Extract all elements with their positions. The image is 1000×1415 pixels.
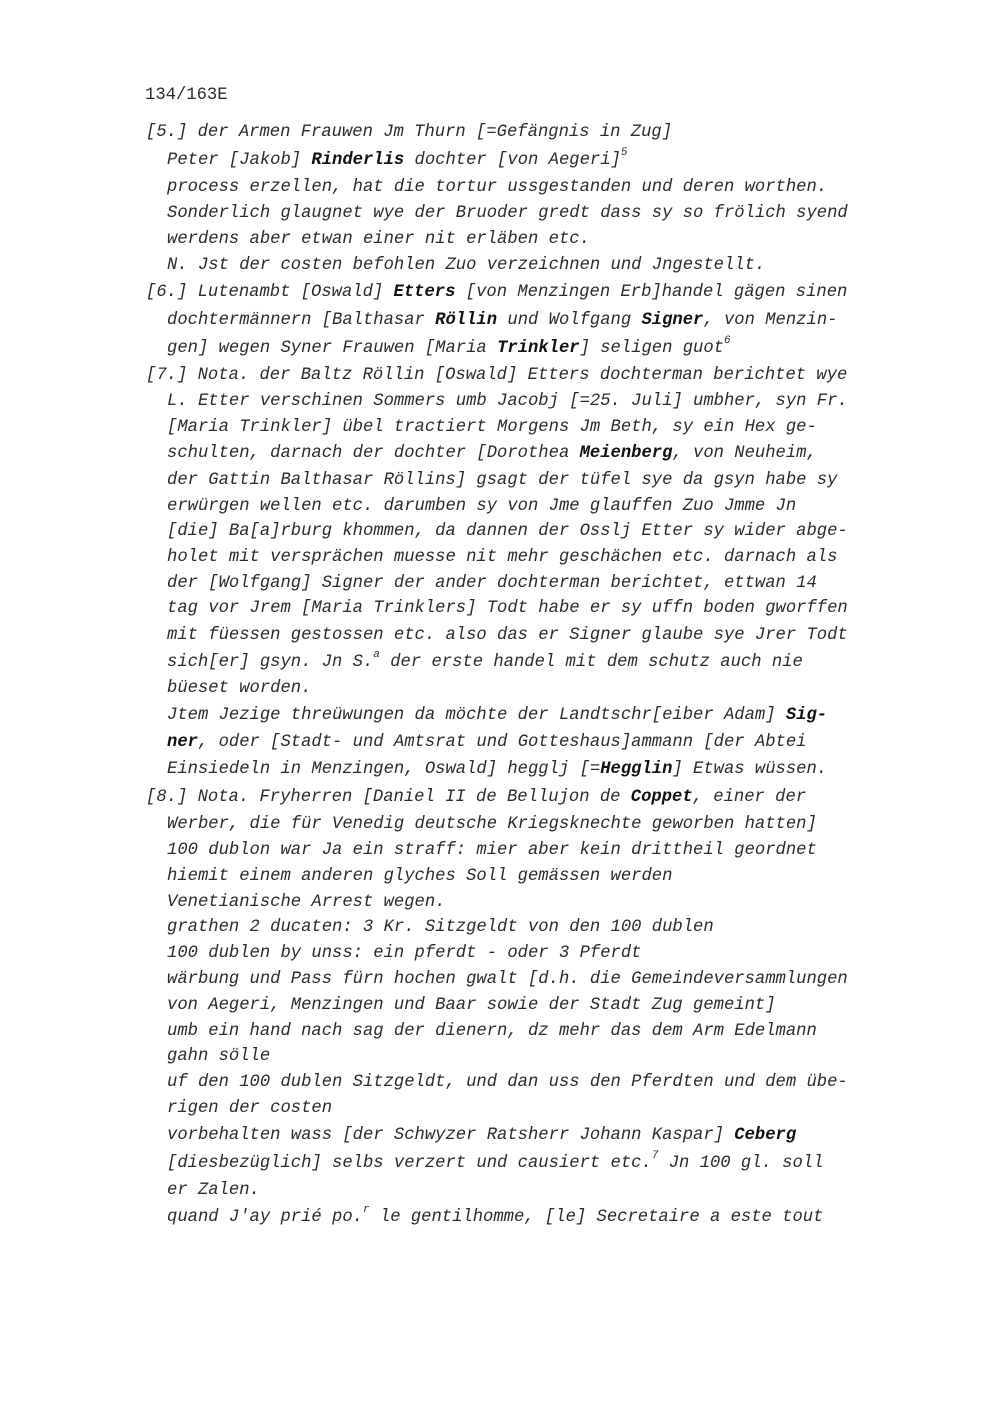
text-line	[167, 1046, 270, 1068]
text-segment: erwürgen wellen etc. darumben sy von Jme glauffen Zuo Jmme Jn	[167, 497, 797, 516]
text-segment: L. Etter verschinen Sommers umb Jacobj [=25. Juli] umbher, syn Fr.	[167, 392, 848, 411]
bold-name: ner	[167, 733, 198, 752]
text-line	[167, 969, 848, 991]
text-line	[167, 547, 837, 569]
text-line	[167, 310, 837, 332]
text-segment: Werber, die für Venedig deutsche Kriegsknechte geworben hatten]	[167, 815, 817, 834]
text-line	[167, 1150, 824, 1175]
text-line	[167, 470, 837, 492]
text-segment: umb ein hand nach sag der dienern, dz mehr das dem Arm Edelmann	[167, 1022, 817, 1041]
text-line	[146, 365, 847, 387]
text-segment: [diesbezüglich] selbs verzert und causiert etc.	[167, 1154, 652, 1173]
text-segment: N. Jst der costen befohlen Zuo verzeichnen und Jngestellt.	[167, 256, 766, 275]
text-segment: [Maria Trinkler] übel tractiert Morgens Jm Beth, sy ein Hex ge-	[167, 418, 817, 437]
text-line	[146, 122, 672, 144]
footnote-marker: a	[373, 649, 380, 662]
text-segment: dochter [von Aegeri]	[404, 151, 621, 170]
text-line	[167, 391, 848, 413]
text-segment: le gentilhomme, [le] Secretaire a este tout	[369, 1208, 824, 1227]
bold-name: Sig-	[785, 706, 828, 725]
text-line	[146, 282, 847, 304]
text-segment: mit füessen gestossen etc. also das er Signer glaube sye Jrer Todt	[167, 626, 848, 645]
text-segment: von Aegeri, Menzingen und Baar sowie der Stadt Zug gemeint]	[167, 996, 776, 1015]
footnote-marker: 7	[651, 1150, 659, 1163]
footnote-marker: 5	[620, 147, 628, 160]
text-segment: , einer der	[692, 788, 807, 807]
footnote-marker: 6	[723, 335, 731, 348]
text-line	[167, 759, 827, 781]
text-line	[167, 521, 848, 543]
text-segment: der Gattin Balthasar Röllins] gsagt der tüfel sye da gsyn habe sy	[167, 471, 838, 490]
text-segment: werdens aber etwan einer nit erläben etc.	[167, 230, 590, 249]
text-line	[167, 732, 807, 754]
text-segment: process erzellen, hat die tortur ussgestanden und deren worthen.	[167, 178, 828, 197]
text-line	[167, 917, 714, 939]
text-segment: [7.] Nota. der Baltz Röllin [Oswald] Etters dochterman berichtet wye	[146, 366, 848, 385]
text-segment: [6.] Lutenambt [Oswald]	[146, 283, 394, 302]
text-segment: Jtem Jezige threüwungen da möchte der Landtschr[eiber Adam]	[167, 706, 786, 725]
text-segment: der erste handel mit dem schutz auch nie	[379, 653, 803, 672]
text-segment: der [Wolfgang] Signer der ander dochterman berichtet, ettwan 14	[167, 574, 817, 593]
text-segment: , von Menzin-	[703, 311, 838, 330]
text-segment: rigen der costen	[167, 1099, 333, 1118]
text-line	[167, 892, 445, 914]
text-segment: sich[er] gsyn. Jn S.	[167, 653, 374, 672]
text-segment: grathen 2 ducaten: 3 Kr. Sitzgeldt von den 100 dublen	[167, 918, 714, 937]
bold-name: Rinderlis	[311, 151, 405, 170]
text-line	[167, 1204, 824, 1229]
text-line	[167, 598, 848, 620]
text-segment: , oder [Stadt- und Amtsrat und Gotteshaus]ammann [der Abtei	[197, 733, 807, 752]
text-segment: schulten, darnach der dochter [Dorothea	[167, 444, 580, 463]
text-segment: ] seligen guot	[579, 339, 724, 358]
text-segment: büeset worden.	[167, 679, 312, 698]
text-segment: holet mit versprächen muesse nit mehr geschächen etc. darnach als	[167, 548, 838, 567]
text-line	[167, 625, 848, 647]
text-line	[146, 787, 806, 809]
text-segment: quand J'ay prié po.	[167, 1208, 363, 1227]
text-segment: vorbehalten wass [der Schwyzer Ratsherr Johann Kaspar]	[167, 1126, 735, 1145]
text-line	[167, 1125, 796, 1147]
footnote-marker: r	[362, 1204, 370, 1217]
text-segment: [die] Ba[a]rburg khommen, da dannen der Osslj Etter sy wider abge-	[167, 522, 848, 541]
text-line	[167, 255, 765, 277]
text-segment: , von Neuheim,	[672, 444, 817, 463]
text-segment: Einsiedeln in Menzingen, Oswald] hegglj [=	[167, 760, 601, 779]
text-segment: [5.] der Armen Frauwen Jm Thurn [=Gefängnis in Zug]	[146, 123, 673, 142]
text-line	[167, 995, 776, 1017]
text-line	[167, 177, 827, 199]
text-segment: hiemit einem anderen glyches Soll gemässen werden	[167, 867, 673, 886]
bold-name: Meienberg	[579, 444, 673, 463]
text-segment: dochtermännern [Balthasar	[167, 311, 436, 330]
text-line	[167, 1180, 260, 1202]
text-segment: Sonderlich glaugnet wye der Bruoder gredt dass sy so frölich syend	[167, 204, 848, 223]
text-line	[167, 443, 817, 465]
text-line	[167, 1098, 332, 1120]
text-line	[167, 840, 817, 862]
text-line	[167, 943, 641, 965]
text-line	[167, 335, 731, 360]
text-segment: Jn 100 gl. soll	[658, 1154, 824, 1173]
bold-name: Hegglin	[600, 760, 673, 779]
text-line	[167, 496, 796, 518]
text-line	[167, 866, 672, 888]
bold-name: Trinkler	[497, 339, 580, 358]
text-line	[167, 573, 817, 595]
text-segment: tag vor Jrem [Maria Trinklers] Todt habe er sy uffn boden gworffen	[167, 599, 848, 618]
bold-name: Röllin	[435, 311, 498, 330]
text-segment: Venetianische Arrest wegen.	[167, 893, 446, 912]
text-segment: und Wolfgang	[497, 311, 642, 330]
text-segment: uf den 100 dublen Sitzgeldt, und dan uss den Pferdten und dem übe-	[167, 1073, 848, 1092]
bold-name: Signer	[641, 311, 704, 330]
text-line	[167, 229, 590, 251]
page-number: 134/163E	[145, 86, 228, 105]
text-line	[167, 147, 628, 172]
text-segment: [8.] Nota. Fryherren [Daniel II de Bellujon de	[146, 788, 631, 807]
text-line	[167, 814, 817, 836]
bold-name: Coppet	[630, 788, 693, 807]
text-line	[167, 417, 817, 439]
text-segment: [von Menzingen Erb]handel gägen sinen	[455, 283, 848, 302]
text-line	[167, 203, 848, 225]
text-line	[167, 1072, 848, 1094]
text-line	[167, 705, 827, 727]
text-line	[167, 649, 803, 674]
text-segment: ] Etwas wüssen.	[672, 760, 828, 779]
text-segment: gahn sölle	[167, 1047, 271, 1066]
bold-name: Etters	[393, 283, 456, 302]
text-segment: gen] wegen Syner Frauwen [Maria	[167, 339, 498, 358]
text-segment: 100 dublen by unss: ein pferdt - oder 3 Pferdt	[167, 944, 642, 963]
text-line	[167, 678, 311, 700]
text-segment: wärbung und Pass fürn hochen gwalt [d.h. die Gemeindeversammlungen	[167, 970, 848, 989]
text-segment: 100 dublon war Ja ein straff: mier aber kein drittheil geordnet	[167, 841, 817, 860]
bold-name: Ceberg	[734, 1126, 797, 1145]
text-segment: er Zalen.	[167, 1181, 260, 1200]
text-line	[167, 1021, 817, 1043]
text-segment: Peter [Jakob]	[167, 151, 312, 170]
